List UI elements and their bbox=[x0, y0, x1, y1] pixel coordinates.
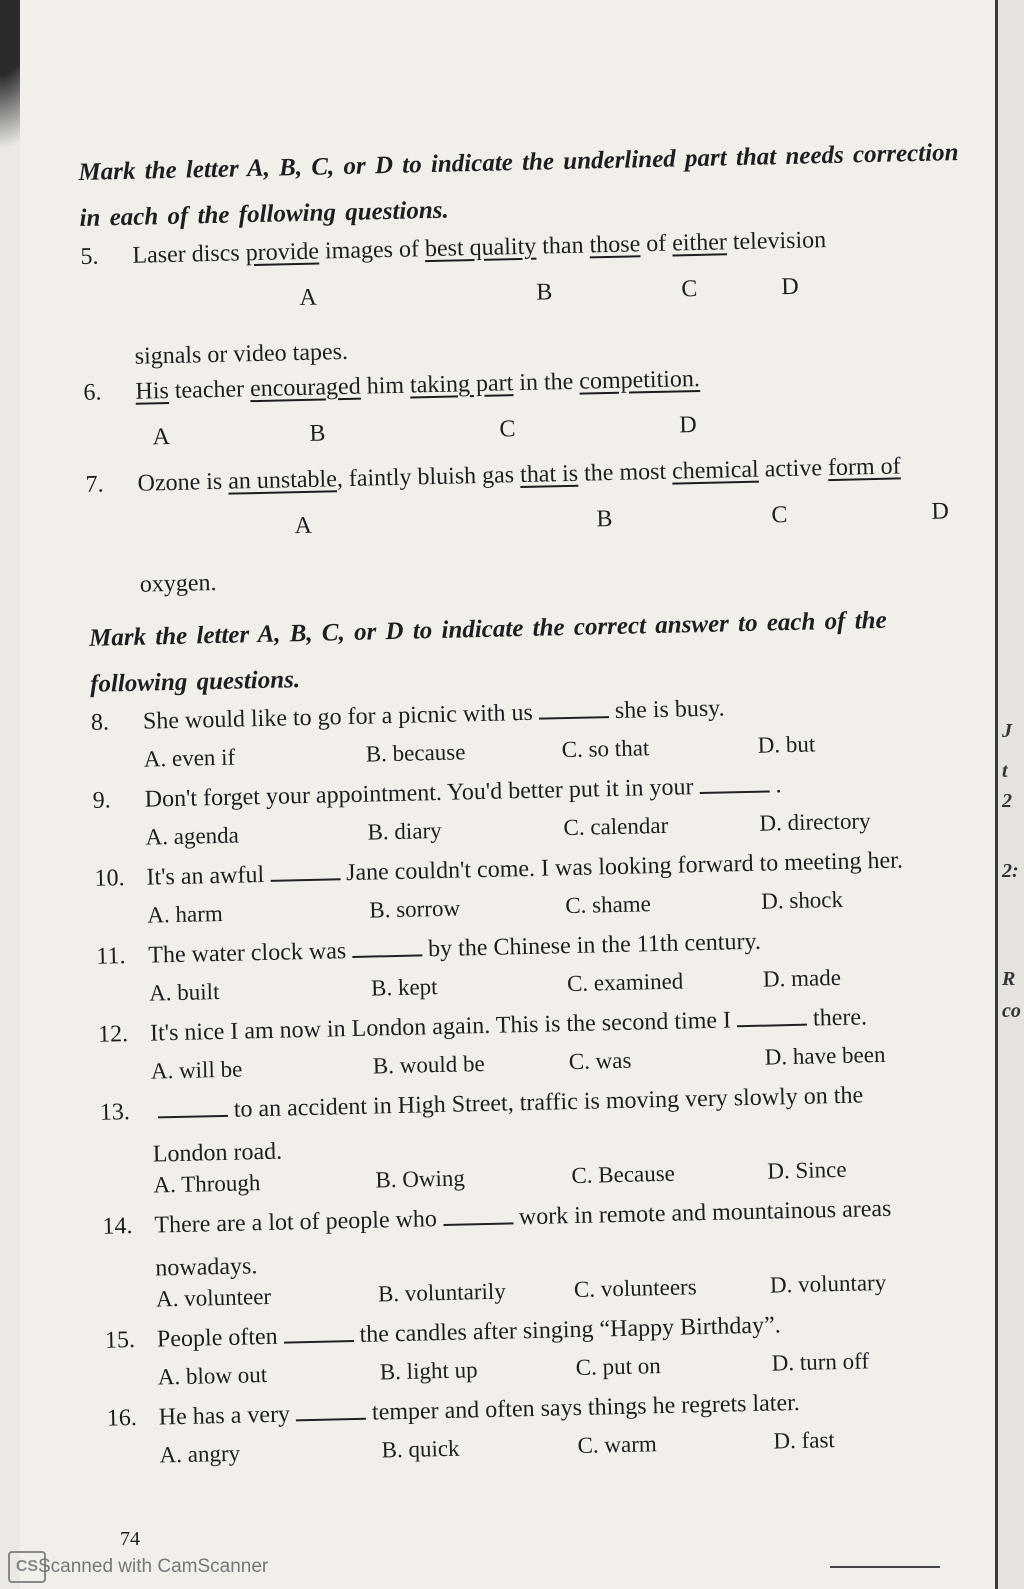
option-c: C. was bbox=[568, 1047, 632, 1075]
underlined-part: provide bbox=[245, 238, 320, 267]
question-7 bbox=[85, 451, 988, 607]
question-text: The water clock was bbox=[148, 938, 347, 969]
text-part: active bbox=[758, 455, 829, 483]
fragment-text: t bbox=[1002, 760, 1008, 782]
text-part: of bbox=[639, 230, 673, 258]
question-number: 11. bbox=[96, 943, 126, 970]
question-text: She would like to go for a picnic with us bbox=[142, 699, 534, 735]
option-marker-c: C bbox=[499, 416, 516, 443]
text-part: Ozone is bbox=[137, 468, 229, 497]
text-part: images of bbox=[318, 236, 426, 265]
option-marker-b: B bbox=[536, 279, 553, 306]
question-text: to an accident in High Street, traffic is moving very slowly on the bbox=[233, 1082, 864, 1123]
section1-instruction: Mark the letter A, B, C, or D to indicate the underlined part that needs correction in each of the following questions. bbox=[78, 139, 959, 232]
question-number: 8. bbox=[90, 709, 110, 736]
option-a: A. angry bbox=[159, 1440, 241, 1468]
option-c: C. calendar bbox=[563, 812, 669, 841]
option-a: A. blow out bbox=[157, 1362, 268, 1390]
fragment-text: 2 bbox=[1002, 790, 1012, 812]
option-d: D. made bbox=[762, 964, 842, 992]
text-part: in the bbox=[512, 368, 580, 397]
question-5 bbox=[80, 224, 983, 380]
text-part: him bbox=[360, 372, 411, 400]
question-number: 13. bbox=[99, 1099, 131, 1126]
option-b: B. because bbox=[365, 739, 466, 767]
question-text: . bbox=[775, 772, 782, 799]
text-part: than bbox=[535, 232, 590, 260]
option-d: D. but bbox=[757, 731, 816, 758]
option-marker-d: D bbox=[931, 498, 950, 525]
option-a: A. harm bbox=[147, 900, 224, 928]
option-c: C. warm bbox=[577, 1431, 658, 1458]
option-a: A. built bbox=[148, 979, 220, 1006]
question-text: It's nice I am now in London again. This is the second time I bbox=[149, 1007, 732, 1047]
option-d: D. have been bbox=[764, 1041, 886, 1070]
underlined-part: competition. bbox=[578, 365, 701, 395]
option-b: B. diary bbox=[367, 817, 442, 845]
option-marker-a: A bbox=[299, 284, 318, 312]
question-13 bbox=[100, 1079, 1002, 1211]
option-c: C. examined bbox=[566, 968, 684, 997]
option-c: C. shame bbox=[564, 891, 652, 919]
page-number: 74 bbox=[120, 1528, 140, 1550]
option-a: A. Through bbox=[153, 1170, 261, 1198]
option-b: B. Owing bbox=[375, 1165, 466, 1193]
option-b: B. sorrow bbox=[369, 895, 461, 923]
option-marker-d: D bbox=[780, 273, 799, 301]
question-text: she is busy. bbox=[614, 695, 725, 724]
answer-blank bbox=[158, 1097, 228, 1119]
option-b: B. kept bbox=[370, 974, 438, 1001]
option-d: D. voluntary bbox=[769, 1269, 887, 1298]
answer-blank bbox=[296, 1400, 366, 1422]
section2-instruction: Mark the letter A, B, C, or D to indicate the correct answer to each of the following questions. bbox=[88, 606, 887, 698]
text-part: television bbox=[726, 227, 827, 256]
underlined-part: best quality bbox=[424, 233, 537, 263]
option-b: B. light up bbox=[379, 1357, 478, 1385]
question-number: 5. bbox=[80, 243, 99, 270]
option-c: C. Because bbox=[571, 1160, 676, 1189]
option-a: A. will be bbox=[150, 1056, 243, 1084]
fragment-text: co bbox=[1002, 1000, 1021, 1022]
option-d: D. directory bbox=[759, 808, 871, 836]
document-body bbox=[78, 130, 1008, 1482]
question-continuation: nowadays. bbox=[155, 1253, 258, 1282]
underlined-part: those bbox=[589, 231, 641, 259]
answer-blank bbox=[539, 698, 609, 720]
underlined-part: an unstable bbox=[227, 466, 338, 495]
option-d: D. turn off bbox=[771, 1348, 870, 1376]
option-marker-c: C bbox=[771, 502, 788, 529]
answer-blank bbox=[352, 936, 422, 958]
underlined-part: either bbox=[671, 229, 728, 257]
question-text: Don't forget your appointment. You'd better put it in your bbox=[144, 774, 694, 813]
camscanner-watermark: Scanned with CamScanner bbox=[38, 1556, 269, 1577]
multiple-choice-questions bbox=[91, 689, 1008, 1481]
underlined-part: encouraged bbox=[249, 373, 361, 403]
answer-blank bbox=[443, 1204, 513, 1226]
question-text: by the Chinese in the 11th century. bbox=[427, 928, 762, 963]
answer-blank bbox=[270, 860, 340, 882]
option-marker-d: D bbox=[679, 412, 698, 439]
answer-blank bbox=[699, 772, 769, 794]
answer-blank bbox=[737, 1006, 807, 1028]
question-number: 9. bbox=[92, 787, 112, 814]
question-number: 10. bbox=[94, 865, 125, 892]
option-marker-a: A bbox=[152, 423, 171, 451]
option-a: A. agenda bbox=[145, 822, 240, 850]
question-number: 15. bbox=[104, 1327, 136, 1354]
error-correction-questions bbox=[80, 224, 988, 608]
option-d: D. fast bbox=[773, 1427, 836, 1454]
option-marker-b: B bbox=[596, 505, 613, 533]
question-text: He has a very bbox=[158, 1401, 291, 1431]
answer-blank bbox=[283, 1322, 353, 1344]
fragment-text: J bbox=[1002, 720, 1012, 742]
text-part: the most bbox=[577, 458, 673, 487]
option-b: B. would be bbox=[372, 1051, 485, 1079]
text-part: Laser discs bbox=[132, 240, 246, 269]
fragment-text: 2: bbox=[1002, 860, 1019, 882]
option-b: B. quick bbox=[381, 1435, 460, 1463]
question-number: 6. bbox=[83, 379, 102, 406]
camscanner-logo: CS bbox=[8, 1551, 46, 1583]
option-marker-c: C bbox=[681, 275, 698, 303]
question-number: 16. bbox=[106, 1404, 138, 1432]
question-text: there. bbox=[812, 1004, 868, 1032]
question-text: It's an awful bbox=[146, 861, 265, 891]
question-number: 7. bbox=[85, 471, 104, 498]
option-b: B. voluntarily bbox=[377, 1278, 507, 1307]
question-text: People often bbox=[156, 1323, 278, 1353]
option-c: C. put on bbox=[575, 1353, 661, 1381]
text-part: , faintly bluish gas bbox=[336, 462, 521, 493]
question-text: the candles after singing “Happy Birthday”. bbox=[359, 1312, 781, 1348]
option-d: D. shock bbox=[760, 886, 844, 914]
option-marker-b: B bbox=[309, 420, 326, 447]
question-text: Jane couldn't come. I was looking forward to meeting her. bbox=[345, 847, 904, 887]
option-marker-a: A bbox=[294, 512, 313, 540]
underlined-part: chemical bbox=[671, 456, 759, 485]
question-number: 14. bbox=[102, 1213, 133, 1240]
option-c: C. so that bbox=[561, 735, 650, 763]
option-a: A. even if bbox=[143, 744, 236, 772]
option-c: C. volunteers bbox=[573, 1274, 697, 1303]
question-number: 12. bbox=[97, 1021, 129, 1048]
question-continuation: London road. bbox=[152, 1138, 283, 1168]
fragment-text: R bbox=[1002, 968, 1016, 990]
question-text: There are a lot of people who bbox=[154, 1206, 438, 1239]
underlined-part: that is bbox=[519, 460, 579, 489]
question-text: work in remote and mountainous areas bbox=[518, 1195, 892, 1231]
option-d: D. Since bbox=[767, 1156, 847, 1184]
question-continuation: oxygen. bbox=[139, 569, 217, 598]
underlined-part: His bbox=[135, 378, 170, 405]
question-text: temper and often says things he regrets later. bbox=[371, 1389, 801, 1426]
underlined-part: form of bbox=[827, 453, 901, 482]
option-a: A. volunteer bbox=[155, 1283, 272, 1312]
question-14 bbox=[102, 1193, 1004, 1325]
text-part: teacher bbox=[168, 376, 251, 404]
footer-rule bbox=[830, 1566, 940, 1568]
underlined-part: taking part bbox=[409, 370, 514, 399]
question-continuation: signals or video tapes. bbox=[134, 338, 349, 370]
